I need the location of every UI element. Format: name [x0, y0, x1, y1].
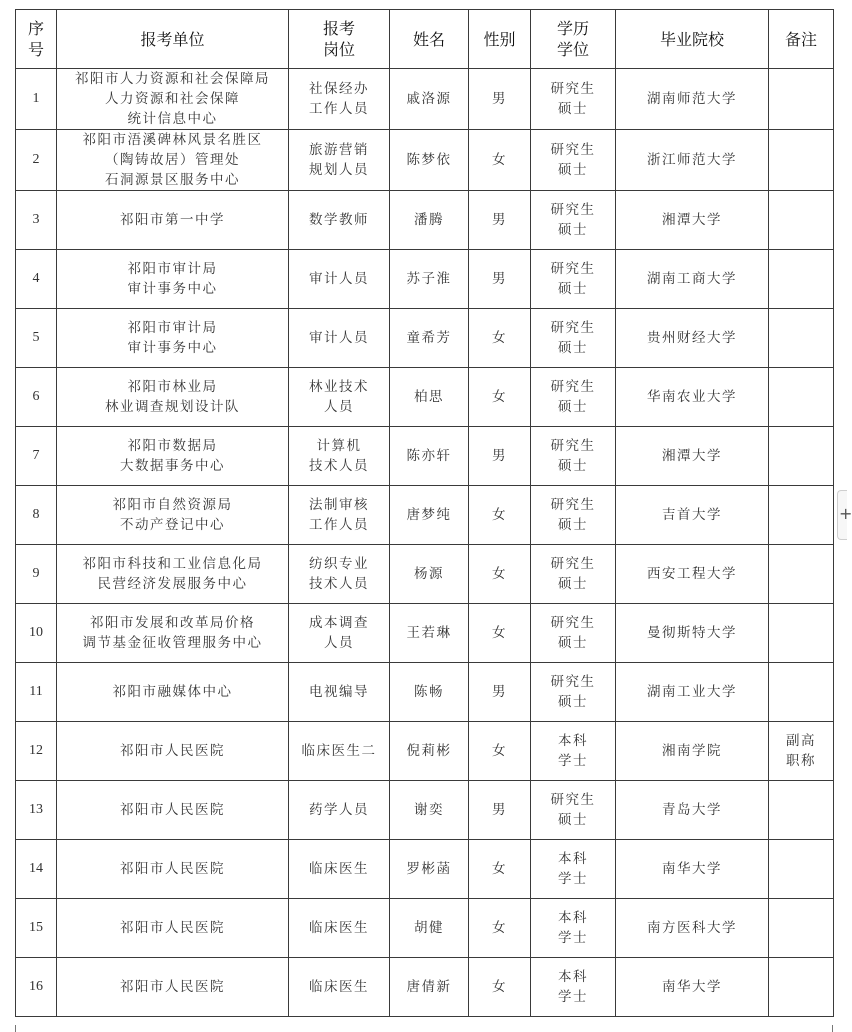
cell-number: 1	[16, 69, 57, 130]
cell-position: 社保经办 工作人员	[289, 69, 390, 130]
cell-school: 湘潭大学	[616, 191, 769, 250]
cell-school: 贵州财经大学	[616, 309, 769, 368]
cell-employer: 祁阳市人民医院	[57, 958, 289, 1017]
table-header-row	[16, 10, 834, 69]
cell-position: 成本调查 人员	[289, 604, 390, 663]
cell-employer: 祁阳市人民医院	[57, 840, 289, 899]
table-row	[16, 958, 834, 1017]
cell-gender: 男	[469, 663, 531, 722]
cell-school: 湖南工业大学	[616, 663, 769, 722]
page-corner-mark-right	[832, 1025, 833, 1032]
cell-employer: 祁阳市第一中学	[57, 191, 289, 250]
cell-number: 2	[16, 130, 57, 191]
cell-degree: 研究生 硕士	[531, 781, 616, 840]
cell-school: 南华大学	[616, 958, 769, 1017]
cell-number: 4	[16, 250, 57, 309]
cell-name: 潘腾	[390, 191, 469, 250]
cell-position: 纺织专业 技术人员	[289, 545, 390, 604]
cell-employer: 祁阳市审计局 审计事务中心	[57, 309, 289, 368]
cell-employer: 祁阳市科技和工业信息化局 民营经济发展服务中心	[57, 545, 289, 604]
cell-number: 14	[16, 840, 57, 899]
cell-remark	[769, 604, 834, 663]
cell-number: 7	[16, 427, 57, 486]
cell-degree: 研究生 硕士	[531, 130, 616, 191]
cell-name: 王若琳	[390, 604, 469, 663]
cell-gender: 女	[469, 722, 531, 781]
cell-school: 南方医科大学	[616, 899, 769, 958]
col-header-employer: 报考单位	[57, 10, 289, 69]
cell-position: 审计人员	[289, 250, 390, 309]
cell-gender: 女	[469, 368, 531, 427]
cell-name: 陈梦依	[390, 130, 469, 191]
cell-degree: 研究生 硕士	[531, 191, 616, 250]
cell-position: 数学教师	[289, 191, 390, 250]
cell-remark	[769, 958, 834, 1017]
cell-name: 童希芳	[390, 309, 469, 368]
cell-degree: 研究生 硕士	[531, 69, 616, 130]
cell-school: 华南农业大学	[616, 368, 769, 427]
cell-remark	[769, 899, 834, 958]
cell-position: 法制审核 工作人员	[289, 486, 390, 545]
expand-tab[interactable]	[837, 490, 852, 540]
cell-degree: 研究生 硕士	[531, 250, 616, 309]
cell-position: 电视编导	[289, 663, 390, 722]
cell-degree: 本科 学士	[531, 840, 616, 899]
cell-name: 唐倩新	[390, 958, 469, 1017]
cell-number: 15	[16, 899, 57, 958]
cell-position: 临床医生二	[289, 722, 390, 781]
cell-number: 8	[16, 486, 57, 545]
cell-position: 林业技术 人员	[289, 368, 390, 427]
cell-school: 湖南工商大学	[616, 250, 769, 309]
cell-school: 西安工程大学	[616, 545, 769, 604]
cell-gender: 女	[469, 545, 531, 604]
cell-school: 湘潭大学	[616, 427, 769, 486]
cell-number: 12	[16, 722, 57, 781]
cell-school: 湖南师范大学	[616, 69, 769, 130]
cell-employer: 祁阳市浯溪碑林风景名胜区 （陶铸故居）管理处 石洞源景区服务中心	[57, 130, 289, 191]
cell-position: 临床医生	[289, 899, 390, 958]
cell-employer: 祁阳市人民医院	[57, 781, 289, 840]
cell-gender: 女	[469, 604, 531, 663]
table-row	[16, 722, 834, 781]
cell-gender: 女	[469, 309, 531, 368]
cell-remark	[769, 191, 834, 250]
cell-remark	[769, 309, 834, 368]
cell-school: 青岛大学	[616, 781, 769, 840]
cell-remark: 副高 职称	[769, 722, 834, 781]
table-row	[16, 899, 834, 958]
table-row	[16, 191, 834, 250]
cell-name: 胡健	[390, 899, 469, 958]
cell-gender: 女	[469, 840, 531, 899]
cell-remark	[769, 486, 834, 545]
col-header-degree: 学历 学位	[531, 10, 616, 69]
cell-position: 药学人员	[289, 781, 390, 840]
col-header-remark: 备注	[769, 10, 834, 69]
table-row	[16, 545, 834, 604]
cell-gender: 女	[469, 130, 531, 191]
results-table	[15, 9, 834, 1017]
cell-number: 11	[16, 663, 57, 722]
cell-name: 柏思	[390, 368, 469, 427]
cell-degree: 研究生 硕士	[531, 368, 616, 427]
cell-name: 倪莉彬	[390, 722, 469, 781]
cell-number: 6	[16, 368, 57, 427]
table-row	[16, 427, 834, 486]
plus-icon: +	[839, 504, 852, 523]
cell-name: 唐梦纯	[390, 486, 469, 545]
cell-employer: 祁阳市融媒体中心	[57, 663, 289, 722]
cell-employer: 祁阳市发展和改革局价格 调节基金征收管理服务中心	[57, 604, 289, 663]
cell-remark	[769, 250, 834, 309]
cell-gender: 男	[469, 781, 531, 840]
table-row	[16, 368, 834, 427]
cell-degree: 研究生 硕士	[531, 663, 616, 722]
cell-gender: 男	[469, 427, 531, 486]
cell-name: 杨源	[390, 545, 469, 604]
results-table-container	[15, 9, 834, 1017]
cell-degree: 本科 学士	[531, 899, 616, 958]
table-row	[16, 663, 834, 722]
cell-gender: 女	[469, 958, 531, 1017]
cell-number: 13	[16, 781, 57, 840]
cell-remark	[769, 545, 834, 604]
cell-gender: 男	[469, 69, 531, 130]
cell-gender: 女	[469, 899, 531, 958]
cell-number: 3	[16, 191, 57, 250]
cell-position: 计算机 技术人员	[289, 427, 390, 486]
cell-gender: 男	[469, 250, 531, 309]
cell-degree: 研究生 硕士	[531, 309, 616, 368]
cell-remark	[769, 840, 834, 899]
cell-degree: 研究生 硕士	[531, 427, 616, 486]
cell-gender: 男	[469, 191, 531, 250]
page-corner-mark-left	[15, 1025, 16, 1032]
table-row	[16, 130, 834, 191]
cell-remark	[769, 663, 834, 722]
col-header-gender: 性别	[469, 10, 531, 69]
cell-remark	[769, 427, 834, 486]
cell-employer: 祁阳市人民医院	[57, 722, 289, 781]
cell-name: 陈亦轩	[390, 427, 469, 486]
cell-position: 旅游营销 规划人员	[289, 130, 390, 191]
cell-name: 罗彬菡	[390, 840, 469, 899]
table-row	[16, 781, 834, 840]
cell-employer: 祁阳市数据局 大数据事务中心	[57, 427, 289, 486]
cell-school: 湘南学院	[616, 722, 769, 781]
cell-degree: 本科 学士	[531, 958, 616, 1017]
cell-degree: 研究生 硕士	[531, 486, 616, 545]
cell-position: 临床医生	[289, 840, 390, 899]
table-row	[16, 604, 834, 663]
cell-school: 曼彻斯特大学	[616, 604, 769, 663]
cell-degree: 研究生 硕士	[531, 604, 616, 663]
table-row	[16, 250, 834, 309]
col-header-position: 报考 岗位	[289, 10, 390, 69]
col-header-number: 序 号	[16, 10, 57, 69]
col-header-name: 姓名	[390, 10, 469, 69]
cell-employer: 祁阳市人力资源和社会保障局 人力资源和社会保障 统计信息中心	[57, 69, 289, 130]
cell-degree: 本科 学士	[531, 722, 616, 781]
cell-remark	[769, 130, 834, 191]
table-row	[16, 840, 834, 899]
table-row	[16, 309, 834, 368]
cell-position: 临床医生	[289, 958, 390, 1017]
cell-number: 10	[16, 604, 57, 663]
cell-school: 浙江师范大学	[616, 130, 769, 191]
table-body	[16, 69, 834, 1017]
cell-employer: 祁阳市人民医院	[57, 899, 289, 958]
cell-employer: 祁阳市林业局 林业调查规划设计队	[57, 368, 289, 427]
cell-gender: 女	[469, 486, 531, 545]
cell-degree: 研究生 硕士	[531, 545, 616, 604]
col-header-school: 毕业院校	[616, 10, 769, 69]
cell-employer: 祁阳市自然资源局 不动产登记中心	[57, 486, 289, 545]
cell-school: 南华大学	[616, 840, 769, 899]
cell-number: 16	[16, 958, 57, 1017]
table-row	[16, 486, 834, 545]
cell-name: 谢奕	[390, 781, 469, 840]
cell-name: 陈畅	[390, 663, 469, 722]
cell-employer: 祁阳市审计局 审计事务中心	[57, 250, 289, 309]
cell-name: 苏子淮	[390, 250, 469, 309]
cell-remark	[769, 781, 834, 840]
cell-remark	[769, 69, 834, 130]
cell-name: 戚洛源	[390, 69, 469, 130]
cell-school: 吉首大学	[616, 486, 769, 545]
table-row	[16, 69, 834, 130]
cell-position: 审计人员	[289, 309, 390, 368]
cell-number: 5	[16, 309, 57, 368]
cell-remark	[769, 368, 834, 427]
cell-number: 9	[16, 545, 57, 604]
